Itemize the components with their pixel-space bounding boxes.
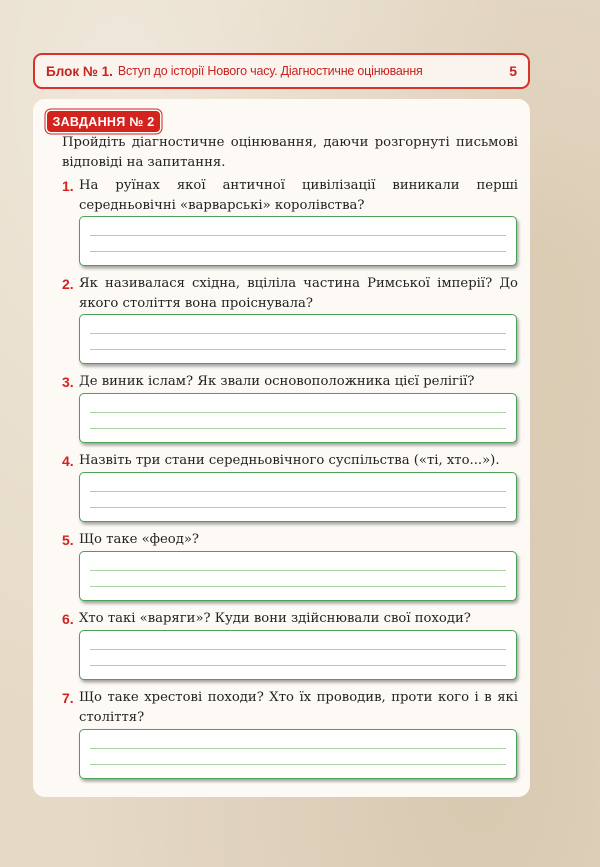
question-7 (62, 688, 518, 728)
answer-line (90, 507, 506, 508)
answer-line (90, 649, 506, 650)
answer-line (90, 491, 506, 492)
question-5 (62, 530, 518, 550)
question-number: 7. (62, 690, 74, 706)
answer-box-5[interactable] (79, 551, 517, 601)
answer-box-4[interactable] (79, 472, 517, 522)
answer-line (90, 748, 506, 749)
question-4 (62, 451, 518, 471)
question-6 (62, 609, 518, 629)
question-text: Хто такі «варяги»? Куди вони здійснювали свої походи? (79, 611, 471, 626)
question-2 (62, 274, 518, 314)
question-text: Що таке хрестові походи? Хто їх проводив, проти кого і в які століття? (79, 690, 518, 725)
answer-line (90, 412, 506, 413)
answer-box-6[interactable] (79, 630, 517, 680)
question-number: 2. (62, 276, 74, 292)
answer-line (90, 251, 506, 252)
question-3 (62, 372, 518, 392)
answer-box-2[interactable] (79, 314, 517, 364)
answer-line (90, 235, 506, 236)
answer-box-3[interactable] (79, 393, 517, 443)
question-1 (62, 176, 518, 216)
page-header (33, 53, 530, 89)
answer-line (90, 349, 506, 350)
question-text: Що таке «феод»? (79, 532, 199, 547)
question-text: Як називалася східна, вціліла частина Римської імперії? До якого століття вона проіснувала? (79, 276, 518, 311)
answer-line (90, 333, 506, 334)
answer-line (90, 764, 506, 765)
question-number: 3. (62, 374, 74, 390)
question-number: 4. (62, 453, 74, 469)
answer-line (90, 428, 506, 429)
answer-box-7[interactable] (79, 729, 517, 779)
page-number: 5 (509, 63, 517, 79)
answer-line (90, 586, 506, 587)
question-number: 6. (62, 611, 74, 627)
block-label: Блок № 1. (46, 63, 113, 79)
question-text: Назвіть три стани середньовічного суспільства («ті, хто...»). (79, 453, 500, 468)
answer-line (90, 570, 506, 571)
question-text: На руїнах якої античної цивілізації виникали перші середньовічні «варварські» королівства? (79, 178, 518, 213)
task-badge: ЗАВДАННЯ № 2 (47, 111, 160, 132)
question-number: 1. (62, 178, 74, 194)
block-title: Вступ до історії Нового часу. Діагностичне оцінювання (117, 64, 423, 78)
question-number: 5. (62, 532, 74, 548)
task-instructions: Пройдіть діагностичне оцінювання, даючи розгорнуті письмові відповіді на запитання. (62, 135, 518, 170)
answer-box-1[interactable] (79, 216, 517, 266)
question-text: Де виник іслам? Як звали основоположника цієї релігії? (79, 374, 475, 389)
answer-line (90, 665, 506, 666)
